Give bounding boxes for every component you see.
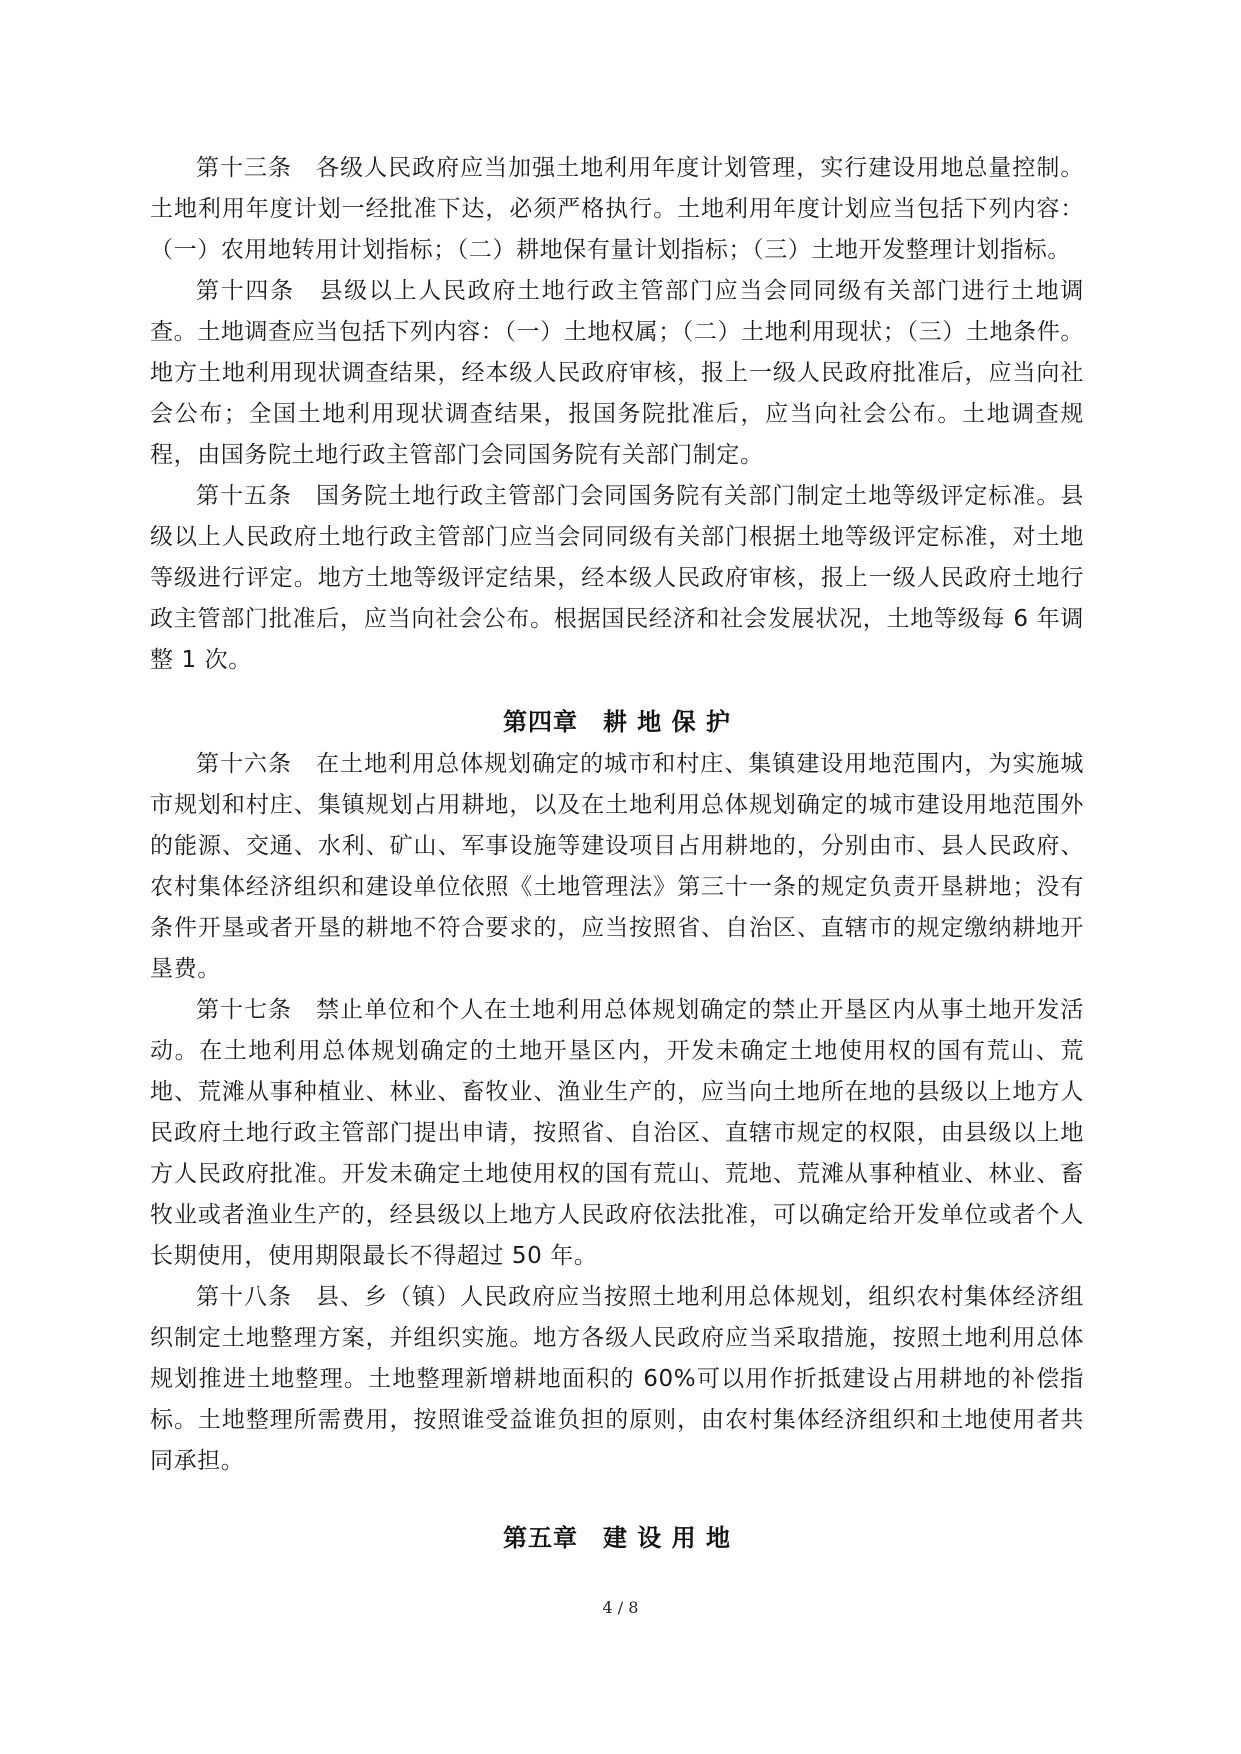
page-number: 4 / 8 xyxy=(602,1598,639,1617)
document-body xyxy=(150,148,1084,1560)
article-17: 第十七条 禁止单位和个人在土地利用总体规划确定的禁止开垦区内从事土地开发活动。在土地利用总体规划确定的土地开垦区内，开发未确定土地使用权的国有荒山、荒地、荒滩从事种植业、林业、畜牧业、渔业生产的，应当向土地所在地的县级以上地方人民政府土地行政主管部门提出申请，按照省、自治区、直辖市规定的权限，由县级以上地方人民政府批准。开发未确定土地使用权的国有荒山、荒地、荒滩从事种植业、林业、畜牧业或者渔业生产的，经县级以上地方人民政府依法批准，可以确定给开发单位或者个人长期使用，使用期限最长不得超过 50 年。 xyxy=(150,997,1084,1269)
article-13: 第十三条 各级人民政府应当加强土地利用年度计划管理，实行建设用地总量控制。土地利用年度计划一经批准下达，必须严格执行。土地利用年度计划应当包括下列内容：（一）农用地转用计划指标；（二）耕地保有量计划指标；（三）土地开发整理计划指标。 xyxy=(150,155,1084,263)
article-15: 第十五条 国务院土地行政主管部门会同国务院有关部门制定土地等级评定标准。县级以上人民政府土地行政主管部门应当会同同级有关部门根据土地等级评定标准，对土地等级进行评定。地方土地等级评定结果，经本级人民政府审核，报上一级人民政府土地行政主管部门批准后，应当向社会公布。根据国民经济和社会发展状况，土地等级每 6 年调整 1 次。 xyxy=(150,483,1084,673)
article-16: 第十六条 在土地利用总体规划确定的城市和村庄、集镇建设用地范围内，为实施城市规划和村庄、集镇规划占用耕地，以及在土地利用总体规划确定的城市建设用地范围外的能源、交通、水利、矿山、军事设施等建设项目占用耕地的，分别由市、县人民政府、农村集体经济组织和建设单位依照《土地管理法》第三十一条的规定负责开垦耕地；没有条件开垦或者开垦的耕地不符合要求的，应当按照省、自治区、直辖市的规定缴纳耕地开垦费。 xyxy=(150,751,1084,982)
article-14: 第十四条 县级以上人民政府土地行政主管部门应当会同同级有关部门进行土地调查。土地调查应当包括下列内容：（一）土地权属；（二）土地利用现状；（三）土地条件。地方土地利用现状调查结果，经本级人民政府审核，报上一级人民政府批准后，应当向社会公布；全国土地利用现状调查结果，报国务院批准后，应当向社会公布。土地调查规程，由国务院土地行政主管部门会同国务院有关部门制定。 xyxy=(150,278,1084,468)
article-18: 第十八条 县、乡（镇）人民政府应当按照土地利用总体规划，组织农村集体经济组织制定土地整理方案，并组织实施。地方各级人民政府应当采取措施，按照土地利用总体规划推进土地整理。土地整理新增耕地面积的 60%可以用作折抵建设占用耕地的补偿指标。土地整理所需费用，按照谁受益谁负担的原则，由农村集体经济组织和土地使用者共同承担。 xyxy=(150,1284,1084,1474)
chapter-4-heading: 第四章 耕 地 保 护 xyxy=(502,708,732,736)
chapter-5-heading: 第五章 建 设 用 地 xyxy=(502,1524,732,1552)
